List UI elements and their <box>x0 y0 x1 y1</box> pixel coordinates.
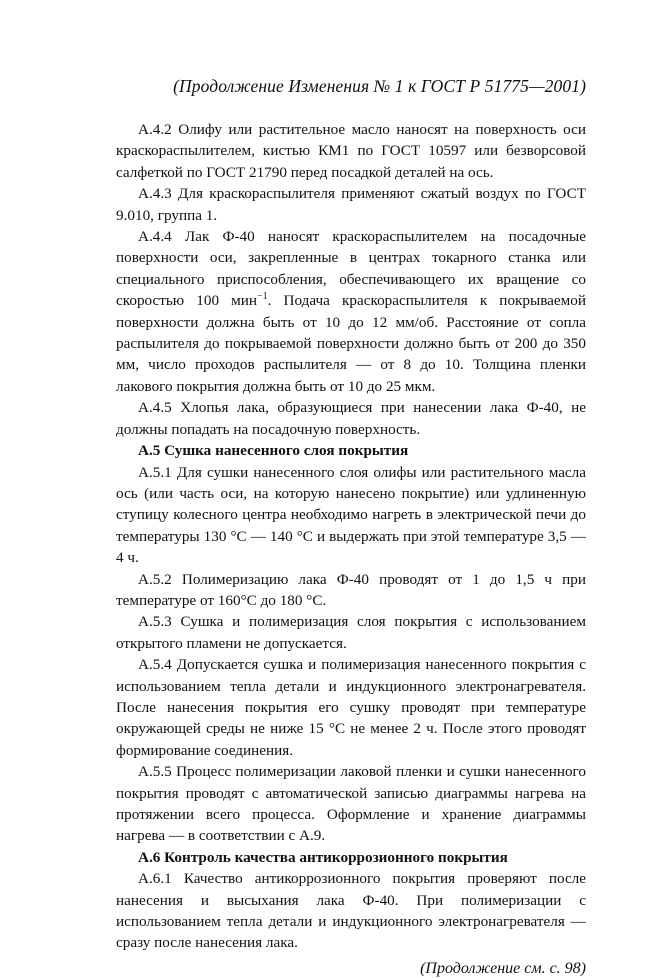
superscript-minus-one: −1 <box>257 291 268 303</box>
paragraph-a54: А.5.4 Допускается сушка и полимеризация нанесенного покрытия с использованием тепла детали и индукционного электронагревателя. После нанесения покрытия его сушку проводят при температуре окружающей среды не ниже 15 °С не менее 2 ч. После этого проводят формирование соединения. <box>116 656 586 759</box>
paragraph-a45: А.4.5 Хлопья лака, образующиеся при нанесении лака Ф-40, не должны попадать на посадочную поверхность. <box>116 399 586 438</box>
paragraph-a53: А.5.3 Сушка и полимеризация слоя покрытия с использованием открытого пламени не допускается. <box>116 613 586 652</box>
paragraph-a42: А.4.2 Олифу или растительное масло наносят на поверхность оси краскораспылителем, кистью КМ1 по ГОСТ 10597 или безворсовой салфеткой по ГОСТ 21790 перед посадкой деталей на ось. <box>116 121 586 181</box>
page-footer: (Продолжение см. с. 98) <box>420 959 586 977</box>
paragraph-a51: А.5.1 Для сушки нанесенного слоя олифы или растительного масла ось (или часть оси, на которую нанесено покрытие) или удлиненную ступицу колесного центра необходимо нагреть в электрической печи до температуры 130 °С — 140 °С и выдержать при этой температуре 3,5 — 4 ч. <box>116 463 586 567</box>
document-page <box>116 76 586 978</box>
paragraph-a61: А.6.1 Качество антикоррозионного покрытия проверяют после нанесения и высыхания лака Ф-40. При полимеризации с использованием тепла детали и индукционного электронагревателя — сразу после нанесения лака. <box>116 870 586 952</box>
paragraph-a44-part1: А.4.4 Лак Ф-40 наносят краскораспылителем на посадочные поверхности оси, закрепленные в центрах токарного станка или специального приспособления, обеспечивающего их вращение со скоростью 100 мин <box>116 228 586 310</box>
section-heading-a5: А.5 Сушка нанесенного слоя покрытия <box>138 442 409 460</box>
paragraph-a44 <box>116 226 586 397</box>
paragraph-a44-part2: . Подача краскораспылителя к покрываемой поверхности должна быть от 10 до 12 мм/об. Расстояние от сопла распылителя до покрываемой поверхности должно быть от 200 до 350 мм, число проходов распылителя — от 8 до 10. Толщина пленки лакового покрытия должна быть от 10 до 25 мкм. <box>116 292 586 395</box>
paragraph-a43: А.4.3 Для краскораспылителя применяют сжатый воздух по ГОСТ 9.010, группа 1. <box>116 185 586 224</box>
page-header: (Продолжение Изменения № 1 к ГОСТ Р 51775—2001) <box>173 76 586 96</box>
section-heading-a6: А.6 Контроль качества антикоррозионного покрытия <box>138 848 508 866</box>
paragraph-a55: А.5.5 Процесс полимеризации лаковой пленки и сушки нанесенного покрытия проводят с автоматической записью диаграммы нагрева на протяжении всего процесса. Оформление и хранение диаграммы нагрева — в соответствии с А.9. <box>116 763 586 845</box>
paragraph-a52: А.5.2 Полимеризацию лака Ф-40 проводят от 1 до 1,5 ч при температуре от 160°С до 180 °С. <box>116 570 586 609</box>
